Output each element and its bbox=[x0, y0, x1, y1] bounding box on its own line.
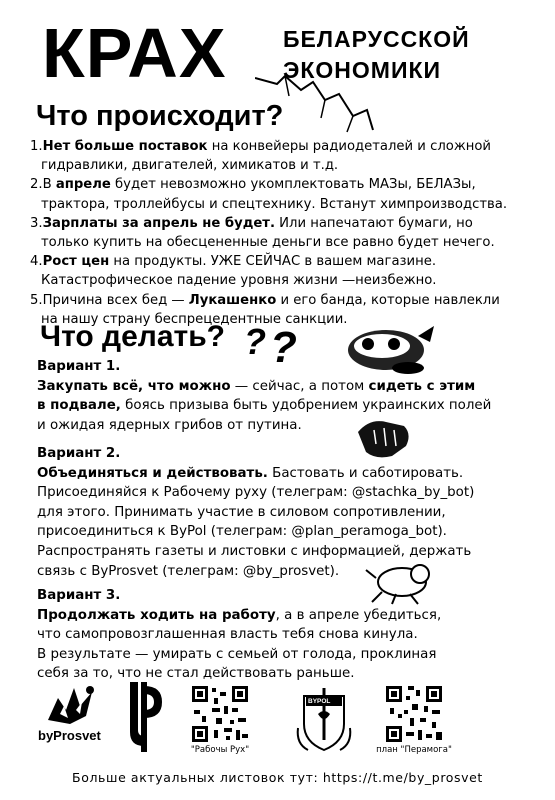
list-item: 4.Рост цен на продукты. УЖЕ СЕЙЧАС в вашем магазине. bbox=[30, 254, 437, 270]
variant-3 bbox=[37, 586, 477, 684]
variant-text: Присоединяйся к Рабочему руху (телеграм: @stachka_by_bot) bbox=[37, 485, 475, 501]
main-title: КРАХ bbox=[42, 14, 227, 92]
list-item: 5.Причина всех бед — Лукашенко и его банда, которые навлекли bbox=[30, 292, 500, 308]
variant-text: и ожидая ядерных грибов от путина. bbox=[37, 417, 302, 433]
variant-title: Вариант 2. bbox=[37, 446, 121, 461]
variant-text: себя за то, что не стал действовать раньше. bbox=[37, 666, 355, 682]
list-item: 3.Зарплаты за апрель не будет. Или напечатают бумаги, но bbox=[30, 215, 473, 231]
section-heading-what-to-do: Что делать? bbox=[40, 320, 225, 353]
byprosvet-logo-text: byProsvet bbox=[38, 728, 101, 743]
subtitle-line-1: БЕЛАРУССКОЙ bbox=[283, 26, 470, 52]
svg-text:?: ? bbox=[244, 321, 266, 362]
variant-text: присоединиться к ByPol (телеграм: @plan_peramoga_bot). bbox=[37, 524, 447, 540]
list-item-continuation: на нашу страну беспрецедентные санкции. bbox=[41, 311, 348, 327]
list-item-continuation: гидравлики, двигателей, химикатов и т.д. bbox=[41, 158, 339, 174]
variant-1 bbox=[37, 357, 537, 435]
qr-code-peramoga[interactable] bbox=[384, 684, 444, 744]
rabochy-ruh-logo-icon bbox=[122, 676, 166, 754]
variant-2 bbox=[37, 444, 507, 581]
problems-list bbox=[30, 137, 550, 329]
qr-caption-rabochy-ruh: "Рабочы Рух" bbox=[190, 745, 250, 755]
subtitle-line-2: ЭКОНОМИКИ bbox=[283, 57, 442, 83]
variant-title: Вариант 1. bbox=[37, 359, 121, 374]
qr-caption-peramoga: план "Перамога" bbox=[376, 745, 452, 755]
variant-text: Продолжать ходить на работу, а в апреле убедиться, bbox=[37, 607, 442, 623]
list-item: 1.Нет больше поставок на конвейеры радиодеталей и сложной bbox=[30, 139, 491, 154]
list-item-continuation: трактора, троллейбусы и спецтехнику. Встанут химпроизводства. bbox=[41, 196, 508, 212]
qr-code-rabochy-ruh[interactable] bbox=[190, 684, 250, 744]
variant-text: Распространять газеты и листовки с информацией, держать bbox=[37, 543, 472, 559]
byprosvet-bird-logo-icon bbox=[40, 680, 102, 732]
list-item: 2.В апреле будет невозможно укомплектовать МАЗы, БЕЛАЗы, bbox=[30, 177, 476, 193]
section-heading-what-happens: Что происходит? bbox=[36, 100, 284, 132]
variant-text: в подвале, боясь призыва быть удобрением украинских полей bbox=[37, 398, 492, 414]
list-item-continuation: только купить на обесцененные деньги все равно будет нечего. bbox=[41, 235, 495, 251]
svg-text:?: ? bbox=[270, 323, 297, 368]
list-item-continuation: Катастрофическое падение уровня жизни —неизбежно. bbox=[41, 273, 437, 289]
variant-text: Объединяться и действовать. Бастовать и саботировать. bbox=[37, 465, 464, 481]
variant-text: В результате — умирать с семьей от голода, проклиная bbox=[37, 646, 437, 662]
variant-text: для этого. Принимать участие в силовом сопротивлении, bbox=[37, 504, 446, 520]
bypol-emblem-icon bbox=[294, 684, 354, 756]
variant-text: связь с ByProsvet (телеграм: @by_prosvet). bbox=[37, 563, 340, 579]
bypol-label: BYPOL bbox=[308, 698, 331, 705]
variant-title: Вариант 3. bbox=[37, 588, 121, 603]
footer-link-text[interactable]: Больше актуальных листовок тут: https://t.me/by_prosvet bbox=[72, 770, 483, 785]
variant-text: что самопровозглашенная власть тебя снова кинула. bbox=[37, 627, 418, 643]
variant-text: Закупать всё, что можно — сейчас, а потом сидеть с этим bbox=[37, 378, 476, 394]
